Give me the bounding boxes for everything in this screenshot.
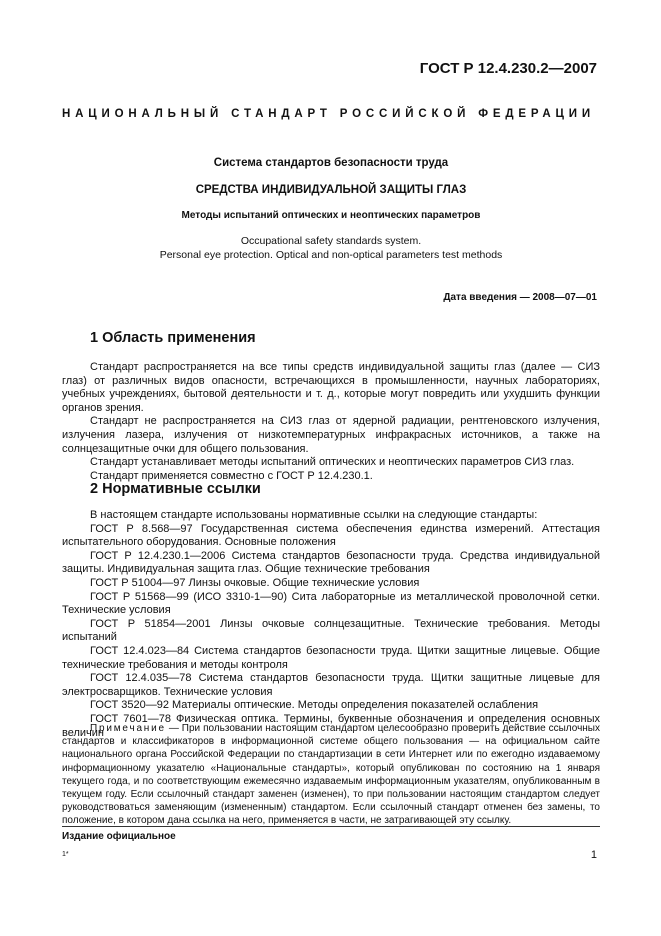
introduction-date: Дата введения — 2008—07—01 — [443, 292, 597, 303]
section-2-heading: 2 Нормативные ссылки — [90, 481, 261, 497]
english-title-line-2: Personal eye protection. Optical and non-optical parameters test methods — [159, 249, 503, 261]
paragraph: Стандарт распространяется на все типы средств индивидуальной защиты глаз (далее — СИЗ глаз) от различных видов опасности, встречающихся в промышленности, научных лабораториях, учебных учреждениях, бытовой деятельности и т. д., которые могут повредить или ухудшить функции органов зрения. — [62, 361, 600, 414]
section-2-body — [62, 509, 600, 740]
english-title — [62, 234, 600, 262]
reference-item: ГОСТ Р 12.4.230.1—2006 Система стандартов безопасности труда. Средства индивидуальной защиты. Индивидуальная защита глаз. Общие технические требования — [62, 549, 600, 576]
official-edition-label: Издание официальное — [62, 831, 176, 842]
document-subtitle: Методы испытаний оптических и неоптических параметров — [181, 210, 481, 221]
note-label: Примечание — [90, 723, 166, 734]
reference-item: ГОСТ 7601—78 Физическая оптика. Термины, буквенные обозначения и определения основных величин — [62, 712, 600, 739]
note-text: — При пользовании настоящим стандартом целесообразно проверить действие ссылочных стандартов и классификаторов в информационной системе общего пользования — на официальном сайте национального органа Российской Федерации по стандартизации в сети Интернет или по ежегодно издаваемому информационному указателю «Национальные стандарты», который опубликован по состоянию на 1 января текущего года, и по соответствующим ежемесячно издаваемым информационным указателям, опубликованным в текущем году. Если ссылочный стандарт заменен (изменен), то при пользовании настоящим стандартом следует руководствоваться заменяющим (измененным) стандартом. Если ссылочный стандарт отменен без замены, то положение, в котором дана ссылка на него, применяется в части, не затрагивающей эту ссылку. — [62, 723, 600, 827]
english-title-line-1: Occupational safety standards system. — [240, 235, 422, 247]
reference-item: ГОСТ Р 51854—2001 Линзы очковые солнцезащитные. Технические требования. Методы испытаний — [62, 617, 600, 644]
national-standard-banner: НАЦИОНАЛЬНЫЙ СТАНДАРТ РОССИЙСКОЙ ФЕДЕРАЦИИ — [62, 108, 595, 120]
document-title: СРЕДСТВА ИНДИВИДУАЛЬНОЙ ЗАЩИТЫ ГЛАЗ — [195, 184, 467, 196]
paragraph: Стандарт не распространяется на СИЗ глаз от ядерной радиации, рентгеновского излучения, излучения лазера, излучения от низкотемпературных инфракрасных источников, а также на солнцезащитные очки для общего пользования. — [62, 415, 600, 455]
standards-system-title: Система стандартов безопасности труда — [213, 157, 449, 169]
reference-item: ГОСТ Р 51004—97 Линзы очковые. Общие технические условия — [90, 576, 420, 589]
reference-item: ГОСТ Р 8.568—97 Государственная система обеспечения единства измерений. Аттестация испытательного оборудования. Основные положения — [62, 522, 600, 549]
page-number: 1 — [590, 849, 597, 861]
section-1-body — [62, 361, 600, 483]
reference-item: ГОСТ Р 51568—99 (ИСО 3310-1—90) Сита лабораторные из металлической проволочной сетки. Технические условия — [62, 590, 600, 617]
section-1-heading: 1 Область применения — [90, 330, 256, 346]
reference-item: ГОСТ 3520—92 Материалы оптические. Методы определения показателей ослабления — [90, 699, 539, 712]
paragraph: Стандарт применяется совместно с ГОСТ Р 12.4.230.1. — [90, 469, 373, 482]
reference-item: ГОСТ 12.4.023—84 Система стандартов безопасности труда. Щитки защитные лицевые. Общие технические требования и методы контроля — [62, 644, 600, 671]
document-code: ГОСТ Р 12.4.230.2—2007 — [419, 60, 597, 77]
note — [62, 722, 600, 828]
footer-divider — [62, 826, 600, 827]
paragraph: Стандарт устанавливает методы испытаний оптических и неоптических параметров СИЗ глаз. — [90, 456, 575, 469]
sheet-mark: 1* — [62, 851, 69, 858]
paragraph: В настоящем стандарте использованы нормативные ссылки на следующие стандарты: — [90, 509, 538, 521]
reference-item: ГОСТ 12.4.035—78 Система стандартов безопасности труда. Щитки защитные лицевые для электросварщиков. Технические условия — [62, 672, 600, 698]
